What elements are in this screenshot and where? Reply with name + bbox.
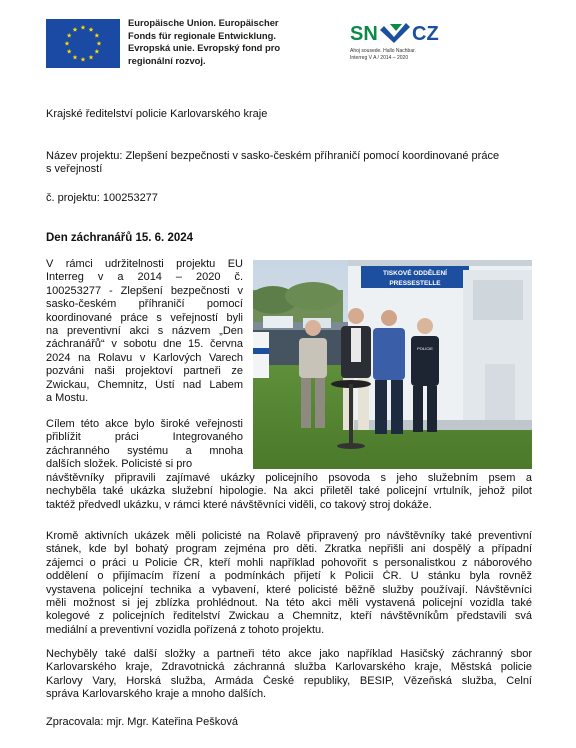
text-line: správa Karlovarského kraje a mnoho dalších.	[46, 688, 267, 701]
text-line: pozváni naši projektoví partneři ze	[46, 365, 243, 378]
text-line: V rámci udržitelnosti projektu EU	[46, 258, 243, 270]
author-line: Zpracovala: mjr. Mgr. Kateřina Pešková	[46, 716, 238, 728]
text-line: oddělení o přijímacím řízení a podmínkách přijetí k Policii ČR. U stánku byla rovněž	[46, 570, 532, 583]
photo-police-label: POLICIE	[417, 346, 433, 351]
text-line: taktéž předvedl ukázku, v rámci které návštěvníci viděli, co takový stroj dokáže.	[46, 498, 432, 511]
text-line: na preventivní akci s názvem „Den	[46, 325, 243, 338]
interreg-sncz-logo	[350, 18, 460, 74]
project-name-line: Název projektu: Zlepšení bezpečnosti v sasko-českém příhraničí pomocí koordinované práce	[46, 150, 500, 162]
project-name	[46, 150, 536, 177]
sncz-cz-text: CZ	[412, 23, 439, 44]
sncz-tagline-1: Ahoj sousede. Hallo Nachbar.	[350, 48, 416, 54]
text-line: Nechyběly také další složky a partneři této akce jako například Hasičský záchranný sbor	[46, 648, 532, 660]
text-line: přiblížit práci Integrovaného	[46, 431, 243, 444]
text-line: Karlovarského kraje, Zdravotnická záchranná služba Karlovarského kraje, Městská policie	[46, 661, 532, 674]
text-line: a Mostu.	[46, 392, 89, 405]
text-line: nechyběla také ukázka služební hipologie. Na akci přiletěl také policejní vrtulník, jehož pilot	[46, 485, 532, 498]
text-line: záchranářů“ v sobotu dne 15. června	[46, 338, 243, 351]
text-line: návštěvníky připravili zajímavé ukázky policejního psovoda s jeho služebním psem a	[46, 472, 532, 484]
text-line: sasko-českém příhraničí pomocí	[46, 298, 243, 311]
photo-sign-line1: TISKOVÉ ODDĚLENÍ	[383, 270, 447, 277]
paragraph-partners	[46, 648, 532, 702]
eu-flag-logo	[46, 19, 120, 68]
text-line: Cílem této akce bylo široké veřejnosti	[46, 418, 243, 430]
text-line: kolegové z policejních ředitelství Zwickau a Chemnitz, kteří návštěvníkům představili svá	[46, 610, 532, 623]
eu-caption-line: Evropská unie. Evropský fond pro	[128, 42, 281, 54]
sncz-sn-text: SN	[350, 23, 378, 44]
text-line: 100253277 - Zlepšení bezpečnosti v	[46, 284, 243, 297]
organization-name: Krajské ředitelství policie Karlovarského kraje	[46, 108, 268, 120]
text-line: vystavena policejní technika a vybavení, které policisté běžně služby používají. Návštěvníci	[46, 583, 532, 596]
text-line: stánek, kde byl bohatý program zejména pro děti. Zkratka nepřišli ani dospělý a případní	[46, 543, 532, 556]
text-line: 2024 na Rolavu v Karlových Varech	[46, 351, 243, 364]
project-number: č. projektu: 100253277	[46, 192, 158, 204]
paragraph-booth	[46, 530, 532, 637]
paragraph-intro	[46, 258, 243, 405]
text-line: Zwickau, Chemnitz, Ústí nad Labem	[46, 378, 243, 391]
eu-caption-line: Europäische Union. Europäischer	[128, 17, 279, 28]
text-line: zájemci o práci u Policie ČR, kteří mohli například pohovořit s personalistkou z náborového	[46, 556, 532, 569]
text-line: Interreg v a 2014 – 2020 č.	[46, 271, 243, 284]
text-line: měli možnost si jej zblízka prohlédnout. Na této akci měli vystavená policejní vozidla také	[46, 597, 532, 610]
eu-fund-caption	[128, 17, 298, 67]
sncz-tagline	[350, 48, 416, 62]
text-line: záchranného systému a mnoha	[46, 444, 243, 457]
article-title: Den záchranářů 15. 6. 2024	[46, 232, 194, 244]
text-line: mediální a preventivní vozidla pořízená z tohoto projektu.	[46, 623, 325, 636]
eu-caption-line: regionální rozvoj.	[128, 54, 206, 66]
paragraph-aim-continued	[46, 472, 532, 512]
paragraph-aim-narrow	[46, 418, 243, 472]
photo-sign-line2: PRESSESTELLE	[389, 280, 441, 287]
sncz-tagline-2: Interreg V A / 2014 – 2020	[350, 55, 409, 61]
eu-caption-line: Fonds für regionale Entwicklung.	[128, 29, 276, 41]
event-photo	[253, 260, 532, 469]
text-line: Karlovy Vary, Horská služba, Armáda České republiky, BESIP, Vězeňská služba, Celní	[46, 674, 532, 687]
text-line: koordinované práce s veřejností byli	[46, 311, 243, 324]
project-name-line: s veřejností	[46, 163, 103, 176]
text-line: dalších složek. Policisté si pro	[46, 458, 193, 471]
text-line: Kromě aktivních ukázek měli policisté na Rolavě připravený pro návštěvníky také preventivní	[46, 530, 532, 542]
